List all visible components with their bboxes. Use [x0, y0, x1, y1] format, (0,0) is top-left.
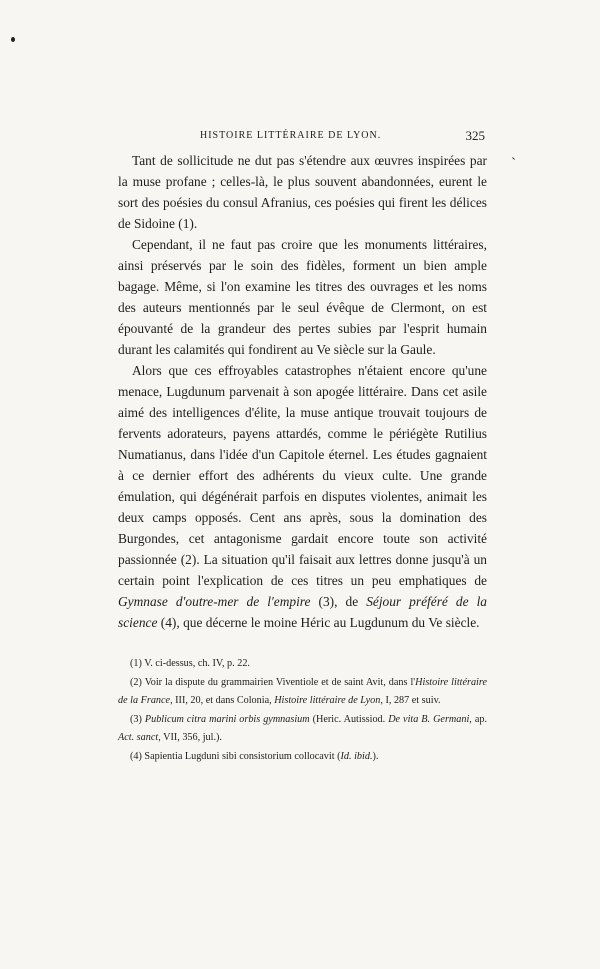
margin-mark: [512, 157, 515, 160]
footnote-text: (2) Voir la dispute du grammairien Viventiole et de saint Avit, dans l': [130, 676, 416, 688]
footnote-italic: Histoire littéraire de Lyon: [274, 695, 381, 706]
footnotes: [118, 655, 487, 766]
running-title: HISTOIRE LITTÉRAIRE DE LYON.: [200, 130, 382, 141]
italic-title-gymnase: Gymnase d'outre-mer de l'empire: [118, 594, 311, 609]
footnote-2: [118, 674, 487, 711]
footnote-text: ).: [372, 750, 379, 762]
footnote-italic: Act. sanct: [118, 732, 159, 743]
footnote-1: (1) V. ci-dessus, ch. IV, p. 22.: [130, 658, 250, 669]
footnote-text: , I, 287 et suiv.: [380, 695, 441, 706]
footnote-text: (3): [130, 713, 145, 725]
footnote-text: , ap.: [469, 713, 487, 725]
footnote-text: (4) Sapientia Lugduni sibi consistorium collocavit (: [130, 750, 341, 762]
ink-speck: [11, 37, 15, 42]
footnote-3: [118, 711, 487, 748]
paragraph-3-text: Alors que ces effroyables catastrophes n'étaient encore qu'une menace, Lugdunum parvenait à son apogée littéraire. Dans cet asile aimé des intelligences d'élite, la muse antique trouvait toujours de fervents adorateurs, payens attardés, comme le périégète Rutilius Numatianus, dans l'idée d'un Capitole éternel. Les études gagnaient à ce dernier effort des adhérents du vieux culte. Une grande émulation, qui dégénérait parfois en disputes violentes, animait les deux camps opposés. Cent ans après, sous la domination des Burgondes, cet antagonisme gardait encore toute son activité passionnée (2). La situation qu'il faisait aux lettres donne jusqu'à un certain point l'explication de ces titres un peu emphatiques de: [118, 363, 487, 588]
footnote-text: , VII, 356, jul.).: [158, 732, 222, 743]
footnote-italic: De vita B. Germani: [388, 713, 470, 725]
paragraph-3: [118, 360, 487, 633]
footnote-4: [118, 748, 487, 767]
footnote-italic: Id. ibid.: [340, 750, 373, 762]
paragraph-1: Tant de sollicitude ne dut pas s'étendre aux œuvres inspirées par la muse profane ; celles-là, le plus souvent abandonnées, eurent le sort des poésies du consul Afranius, ces poésies qui firent les délices de Sidoine (1).: [118, 153, 487, 231]
footnote-text: , III, 20, et dans Colonia,: [170, 695, 275, 706]
footnote-text: (Heric. Autissiod.: [309, 713, 389, 725]
paragraph-3-text: (4), que décerne le moine Héric au Lugdunum du Ve siècle.: [157, 615, 480, 630]
paragraph-3-text: (3), de: [310, 594, 367, 609]
footnote-italic: Publicum citra marini orbis gymnasium: [144, 713, 310, 725]
page-number: 325: [465, 128, 485, 143]
footnote-italic: Histoire littéraire de la France: [118, 676, 487, 706]
main-text: [118, 150, 487, 633]
italic-title-sejour: Séjour préféré de la science: [118, 594, 487, 630]
paragraph-2: Cependant, il ne faut pas croire que les monuments littéraires, ainsi préservés par le soin des fidèles, forment un bien ample bagage. Même, si l'on examine les titres des ouvrages et les noms des auteurs mentionnés par le seul évêque de Clermont, on est épouvanté de la grandeur des pertes subies par l'esprit humain durant les calamités qui fondirent au Ve siècle sur la Gaule.: [118, 237, 487, 357]
page-header: [200, 128, 485, 148]
